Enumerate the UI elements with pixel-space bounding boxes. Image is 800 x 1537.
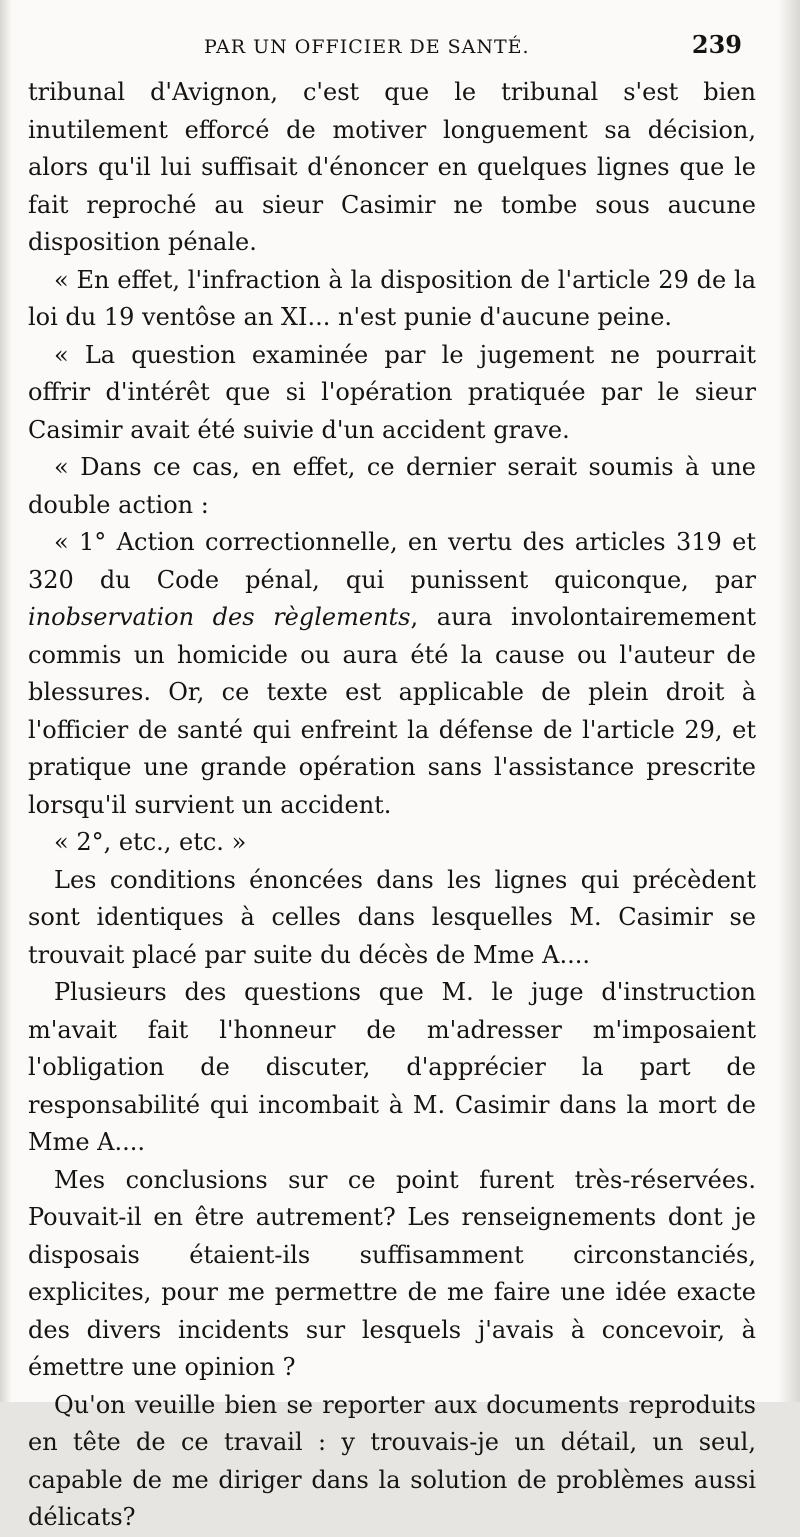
paragraph-text-before: « 1° Action correctionnelle, en vertu des articles 319 et 320 du Code pénal, qui punissent quiconque, par [28,528,756,594]
paragraph-quote-infraction: « En effet, l'infraction à la disposition de l'article 29 de la loi du 19 ventôse an XI... n'est punie d'aucune peine. [28,265,756,331]
paragraph-quote-etc: « 2°, etc., etc. » [54,828,247,856]
paragraph-quote-action-correctionnelle [28,524,756,824]
paragraph-quote-double-action: « Dans ce cas, en effet, ce dernier serait soumis à une double action : [28,453,756,519]
body-text [28,74,756,1537]
paragraph-questions-juge: Plusieurs des questions que M. le juge d'instruction m'avait fait l'honneur de m'adresser m'imposaient l'obligation de discuter, d'apprécier la part de responsabilité qui incombait à M. Casimir dans la mort de Mme A.... [28,978,756,1156]
paragraph-conditions: Les conditions énoncées dans les lignes qui précèdent sont identiques à celles dans lesquelles M. Casimir se trouvait placé par suite du décès de Mme A.... [28,865,756,969]
page-number: 239 [691,30,742,59]
paragraph-continued: tribunal d'Avignon, c'est que le tribunal s'est bien inutilement efforcé de motiver longuement sa décision, alors qu'il lui suffisait d'énoncer en quelques lignes que le fait reproché au sieur Casimir ne tombe sous aucune disposition pénale. [28,78,756,256]
paragraph-conclusions: Mes conclusions sur ce point furent très-réservées. Pouvait-il en être autrement? Les renseignements dont je disposais étaient-ils suffisamment circonstanciés, explicites, pour me permettre de me faire une idée exacte des divers incidents sur lesquels j'avais à concevoir, à émettre une opinion ? [28,1165,756,1381]
running-head: PAR UN OFFICIER DE SANTÉ. [204,36,530,58]
paragraph-italic-phrase: inobservation des règlements [28,603,411,631]
paragraph-documents: Qu'on veuille bien se reporter aux documents reproduits en tête de ce travail : y trouvais-je un détail, un seul, capable de me diriger dans la solution de problèmes aussi délicats? [28,1390,756,1531]
paragraph-text-after: , aura involontairemement commis un homicide ou aura été la cause ou l'auteur de blessures. Or, ce texte est applicable de plein droit à l'officier de santé qui enfreint la défense de l'article 29, et pratique une grande opération sans l'assistance prescrite lorsqu'il survient un accident. [28,603,757,819]
paragraph-quote-question: « La question examinée par le jugement ne pourrait offrir d'intérêt que si l'opération pratiquée par le sieur Casimir avait été suivie d'un accident grave. [28,340,756,444]
page-header [28,30,756,74]
